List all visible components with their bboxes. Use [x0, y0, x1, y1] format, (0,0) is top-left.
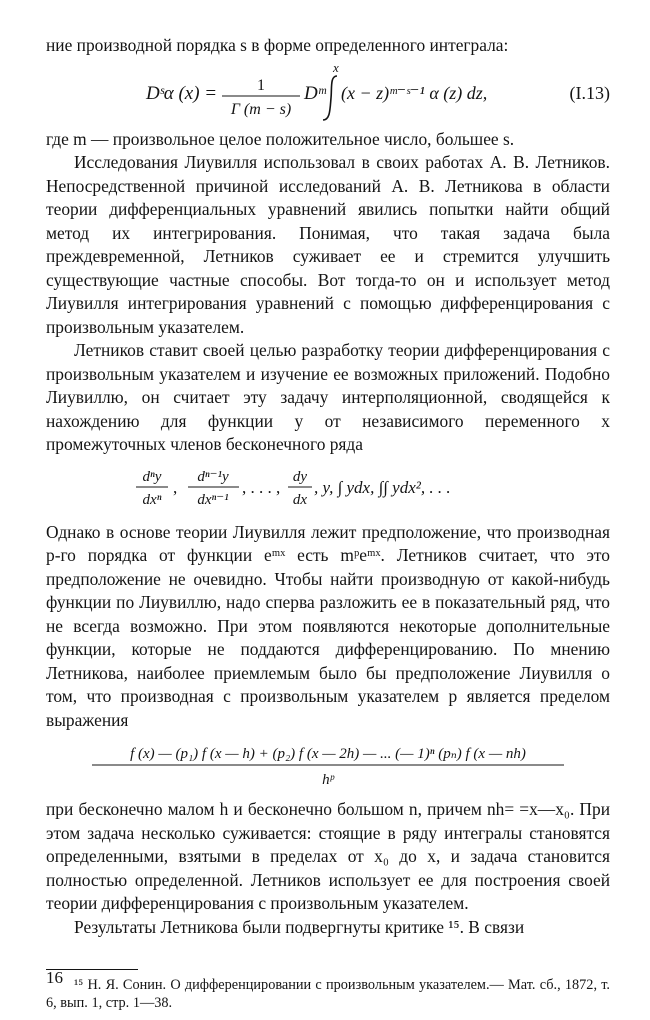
paragraph: Летников ставит своей целью разработку теории дифференцирования с произвольным указателем и изучение ее возможных приложений. Подобно Лиувиллю, он считает эту задачу интерполяционной, сводящейся к нахождению для функции y от независимого переменного x промежуточных членов бесконечного ряда [46, 340, 610, 454]
comma: , [173, 477, 178, 497]
term-den: dxⁿ⁻¹ [197, 491, 229, 508]
equation-number: (I.13) [569, 82, 610, 103]
footnote: ¹⁵ Н. Я. Сонин. О дифференцировании с произвольным указателем.— Мат. сб., 1872, т. 6, вып. 1, стр. 1—38. [46, 977, 610, 1011]
formula-i13 [46, 58, 610, 128]
formula-lhs: Dˢα (x) = [146, 82, 218, 104]
formula-limit [46, 732, 610, 798]
limit-denominator: hᵖ [322, 772, 334, 788]
ellipsis: , . . . , [242, 477, 281, 497]
paragraph: Результаты Летникова были подвергнуты критике ¹⁵. В связи [74, 916, 525, 937]
formula-fraction-num: 1 [257, 76, 265, 94]
formula-operator: Dᵐ [304, 82, 326, 104]
term-den: dx [292, 491, 308, 508]
formula-integrand: (x − z)ᵐ⁻ˢ⁻¹ α (z) dz, [341, 82, 488, 103]
term-num: dy [292, 468, 308, 485]
series-tail: , y, ∫ ydx, ∫∫ ydx², . . . [314, 477, 451, 497]
limit-numerator: f (x) — (p₁) f (x — h) + (p₂) f (x — 2h) — ... (— 1)ⁿ (pₙ) f (x — nh) [130, 746, 526, 762]
formula-series [46, 457, 610, 521]
page-body [46, 34, 610, 1012]
formula-series-svg [46, 457, 610, 521]
formula-limit-svg [46, 732, 610, 798]
paragraph: Однако в основе теории Лиувилля лежит предположение, что производная p-го порядка от функции eᵐˣ есть mᵖeᵐˣ. Летников считает, что это предположение не очевидно. Чтобы найти производную от какой-нибудь функции по Лиувиллю, надо сперва разложить ее в показательный ряд, что не всегда возможно. При этом появляются некоторые дополнительные функции, которые не поддаются дифференцированию. По мнению Летникова, наиболее приемлемым было бы предположение Лиувилля о том, что производная с произвольным указателем p является пределом выражения [46, 521, 610, 730]
paragraph: где m — произвольное целое положительное число, большее s. [46, 128, 515, 149]
formula-i13-svg [46, 58, 610, 128]
paragraph: Исследования Лиувилля использовал в своих работах А. В. Летников. Непосредственной причиной исследований А. В. Летникова в области теории дифференциальных уравнений явились попытки найти общий метод их интегрирования. Понимая, что такая задача была преждевременной, Летников суживает ее и стремится улучшить существующие частные способы. Вот тогда-то он и использует метод Лиувилля интегрирования уравнений с помощью дифференцирования с произвольным указателем. [46, 152, 610, 337]
integral-upper-limit: x [333, 59, 339, 75]
page-number: 16 [46, 968, 63, 987]
paragraph: при бесконечно малом h и бесконечно большом n, причем nh= =x—x₀. При этом задача несколько суживается: стоящие в ряду интегралы становятся определенными, взятыми в пределах от x₀ до x, и задача становится полностью определенной. Летников использует ее для построения своей теории дифференцирования с произвольным указателем. [46, 799, 610, 913]
paragraph: ние производной порядка s в форме определенного интеграла: [46, 35, 509, 55]
term-den: dxⁿ [142, 491, 162, 508]
term-num: dⁿ⁻¹y [197, 468, 229, 485]
formula-fraction-den: Γ (m − s) [230, 100, 292, 118]
term-num: dⁿy [142, 468, 162, 485]
